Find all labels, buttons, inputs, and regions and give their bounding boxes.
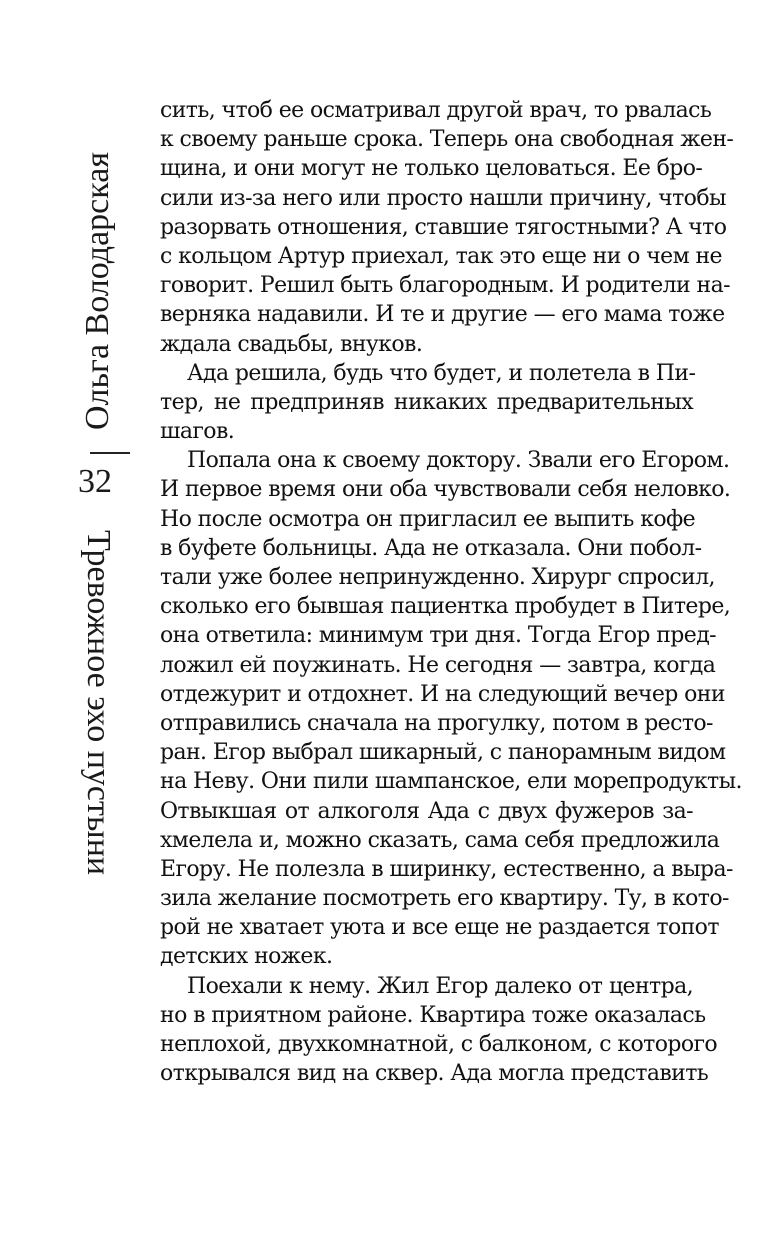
- running-head-divider: [90, 452, 130, 454]
- text-line: ран. Егор выбрал шикарный, с панорамным видом: [160, 740, 726, 766]
- text-line: открывался вид на сквер. Ада могла представить: [160, 1061, 709, 1087]
- author-name: Ольга Володарская: [79, 152, 116, 430]
- text-line: сить, чтоб ее осматривал другой врач, то рвалась: [160, 98, 712, 123]
- text-line: к своему раньше срока. Теперь она свободная жен-: [160, 127, 734, 153]
- text-line: отправились сначала на прогулку, потом в ресто-: [160, 710, 713, 736]
- text-line: но в приятном районе. Квартира тоже оказалась: [160, 1002, 706, 1028]
- text-line: хмелела и, можно сказать, сама себя предложила: [160, 827, 720, 853]
- running-head: [60, 152, 132, 876]
- text-line: сколько его бывшая пациентка пробудет в Питере,: [160, 594, 731, 620]
- page-number: 32: [78, 463, 112, 500]
- text-line: с кольцом Артур приехал, так это еще ни о чем не: [160, 243, 722, 269]
- text-line: Поехали к нему. Жил Егор далеко от центра,: [187, 973, 693, 999]
- text-line: Ада решила, будь что будет, и полетела в Пи-: [187, 360, 696, 386]
- text-line: в буфете больницы. Ада не отказала. Они побол-: [160, 535, 702, 561]
- text-line: она ответила: минимум три дня. Тогда Егор пред-: [160, 623, 716, 649]
- text-line: зила желание посмотреть его квартиру. Ту, в кото-: [160, 886, 729, 912]
- text-line: тали уже более непринужденно. Хирург спросил,: [160, 565, 715, 590]
- body-text: [160, 96, 742, 1088]
- text-line: рой не хватает уюта и все еще не раздается топот: [160, 915, 719, 941]
- text-line: Отвыкшая от алкоголя Ада с двух фужеров за-: [160, 798, 693, 824]
- text-line: ложил ей поужинать. Не сегодня — завтра, когда: [160, 652, 716, 678]
- text-line: шагов.: [160, 419, 235, 445]
- book-title: Тревожное эхо пустыни: [80, 530, 117, 876]
- text-line: детских ножек.: [160, 944, 333, 970]
- text-line: говорит. Решил быть благородным. И родители на-: [160, 273, 730, 299]
- text-line: отдежурит и отдохнет. И на следующий вечер они: [160, 681, 725, 707]
- text-line: ждала свадьбы, внуков.: [160, 331, 423, 357]
- running-head-sidebar: [60, 152, 132, 876]
- text-line: верняка надавили. И те и другие — его мама тоже: [160, 302, 725, 328]
- text-line: И первое время они оба чувствовали себя неловко.: [160, 477, 731, 503]
- text-line: разорвать отношения, ставшие тягостными? А что: [160, 214, 727, 240]
- text-line: на Неву. Они пили шампанское, ели морепродукты.: [160, 769, 742, 795]
- text-line: Попала она к своему доктору. Звали его Егором.: [187, 448, 730, 474]
- text-line: Егору. Не полезла в ширинку, естественно, а выра-: [160, 856, 733, 882]
- text-line: тер, не предприняв никаких предварительных: [160, 389, 693, 415]
- text-line: Но после осмотра он пригласил ее выпить кофе: [160, 506, 696, 532]
- text-line: щина, и они могут не только целоваться. Ее бро-: [160, 156, 703, 182]
- text-line: сили из-за него или просто нашли причину, чтобы: [160, 185, 726, 211]
- text-line: неплохой, двухкомнатной, с балконом, с которого: [160, 1032, 718, 1057]
